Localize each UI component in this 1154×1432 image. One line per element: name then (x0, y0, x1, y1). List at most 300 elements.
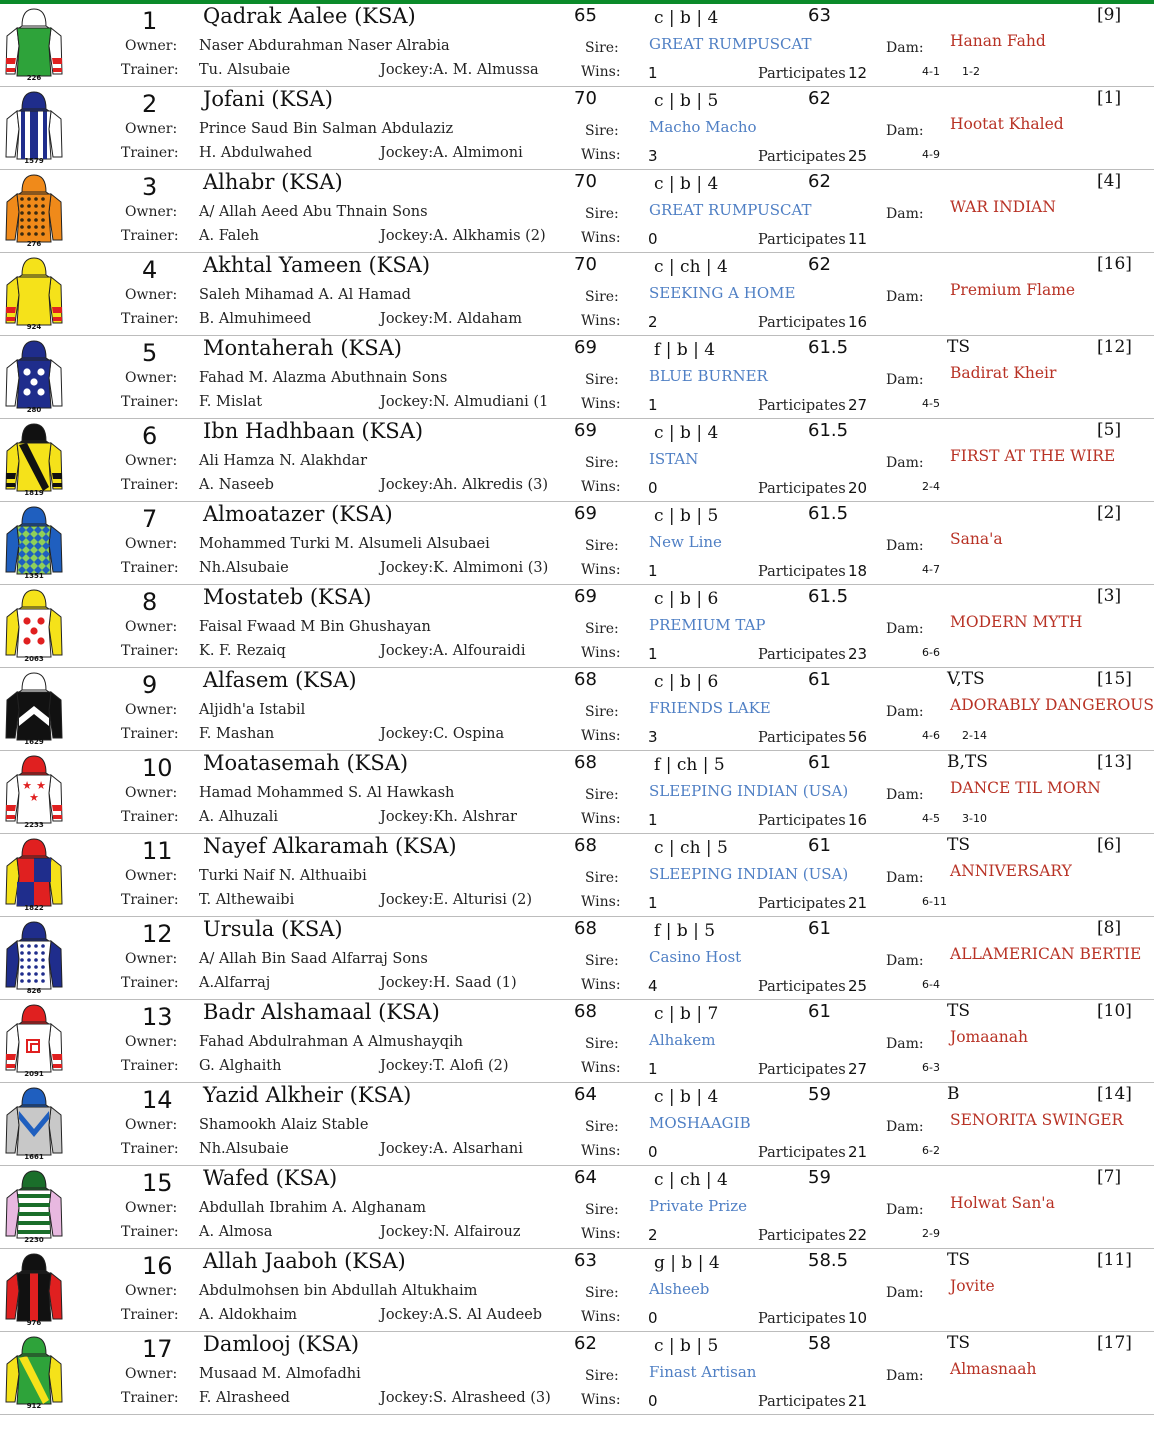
participates-count: 16 (848, 811, 868, 829)
dam-label: Dam: (886, 870, 924, 886)
participates-count: 25 (848, 977, 868, 995)
participates-label: Participates (758, 896, 846, 912)
draw-number: [7] (1097, 1167, 1122, 1187)
wins-label: Wins: (581, 1060, 621, 1076)
runner-number: 6 (142, 422, 158, 450)
form-figure: 4-1 (922, 65, 940, 78)
trainer-label: Trainer: (121, 228, 179, 244)
rating: 69 (574, 503, 597, 524)
rating: 69 (574, 337, 597, 358)
jockey-name: Jockey:N. Alfairouz (380, 1224, 521, 1240)
equipment: TS (947, 835, 970, 855)
participates-label: Participates (758, 1394, 846, 1410)
wins-count: 1 (648, 894, 658, 912)
svg-text:★: ★ (36, 780, 46, 792)
participates-count: 25 (848, 147, 868, 165)
wins-label: Wins: (581, 811, 621, 827)
rating: 64 (574, 1084, 597, 1105)
draw-number: [4] (1097, 171, 1122, 191)
jockey-silk-icon (3, 255, 65, 331)
sex-colour-age: c | ch | 5 (654, 838, 728, 858)
horse-name[interactable]: Yazid Alkheir (KSA) (203, 1083, 412, 1107)
draw-number: [13] (1097, 752, 1132, 772)
trainer-label: Trainer: (121, 1058, 179, 1074)
sire-label: Sire: (585, 953, 619, 969)
owner-label: Owner: (125, 453, 178, 469)
sex-colour-age: g | b | 4 (654, 1253, 720, 1273)
wins-count: 2 (648, 313, 658, 331)
sire-label: Sire: (585, 1119, 619, 1135)
jockey-silk-icon (3, 670, 65, 746)
horse-name[interactable]: Ibn Hadhbaan (KSA) (203, 419, 424, 443)
runner-row (0, 917, 1154, 1000)
participates-label: Participates (758, 315, 846, 331)
svg-text:1579: 1579 (24, 157, 44, 165)
participates-count: 23 (848, 645, 868, 663)
equipment: B (947, 1084, 960, 1104)
owner-label: Owner: (125, 702, 178, 718)
jockey-name: Jockey:C. Ospina (380, 726, 505, 742)
rating: 68 (574, 835, 597, 856)
dam-name: ALLAMERICAN BERTIE (950, 945, 1142, 963)
draw-number: [11] (1097, 1250, 1132, 1270)
rating: 65 (574, 5, 597, 26)
svg-text:924: 924 (26, 323, 42, 331)
form-figure: 2-9 (922, 1227, 940, 1240)
wins-label: Wins: (581, 1392, 621, 1408)
rating: 70 (574, 254, 597, 275)
owner-name: Shamookh Alaiz Stable (199, 1117, 369, 1133)
wins-label: Wins: (581, 562, 621, 578)
trainer-label: Trainer: (121, 62, 179, 78)
sire-label: Sire: (585, 1368, 619, 1384)
jockey-name: Jockey:A. Almimoni (380, 145, 523, 161)
jockey-name: Jockey:A.S. Al Audeeb (380, 1307, 543, 1323)
owner-name: Fahad M. Alazma Abuthnain Sons (199, 370, 448, 386)
runner-row (0, 1083, 1154, 1166)
wins-count: 0 (648, 1309, 658, 1327)
participates-label: Participates (758, 1228, 846, 1244)
wins-label: Wins: (581, 313, 621, 329)
svg-text:912: 912 (26, 1402, 42, 1410)
participates-label: Participates (758, 1311, 846, 1327)
participates-label: Participates (758, 813, 846, 829)
dam-label: Dam: (886, 1285, 924, 1301)
jockey-silk-icon (3, 587, 65, 663)
participates-label: Participates (758, 1145, 846, 1161)
svg-text:★: ★ (29, 792, 39, 804)
sire-name: Macho Macho (649, 118, 757, 136)
runner-number: 10 (142, 754, 173, 782)
runner-number: 16 (142, 1252, 173, 1280)
sire-label: Sire: (585, 123, 619, 139)
horse-name[interactable]: Montaherah (KSA) (203, 336, 402, 360)
jockey-name: Jockey:N. Almudiani (1 (380, 394, 549, 410)
draw-number: [3] (1097, 586, 1122, 606)
form-figure-secondary: 2-14 (962, 729, 987, 742)
sire-name: BLUE BURNER (649, 367, 768, 385)
jockey-name: Jockey:Ah. Alkredis (3) (380, 477, 549, 493)
form-figure-secondary: 3-10 (962, 812, 987, 825)
draw-number: [2] (1097, 503, 1122, 523)
runner-row (0, 834, 1154, 917)
horse-name[interactable]: Badr Alshamaal (KSA) (203, 1000, 440, 1024)
svg-text:826: 826 (26, 987, 42, 995)
trainer-label: Trainer: (121, 975, 179, 991)
owner-name: Hamad Mohammed S. Al Hawkash (199, 785, 455, 801)
wins-count: 0 (648, 479, 658, 497)
wins-count: 1 (648, 645, 658, 663)
sex-colour-age: c | b | 4 (654, 8, 719, 28)
owner-name: Turki Naif N. Althuaibi (199, 868, 367, 884)
trainer-label: Trainer: (121, 892, 179, 908)
participates-label: Participates (758, 66, 846, 82)
draw-number: [9] (1097, 5, 1122, 25)
rating: 69 (574, 420, 597, 441)
owner-name: Aljidh'a Istabil (199, 702, 306, 718)
wins-label: Wins: (581, 64, 621, 80)
svg-text:280: 280 (26, 406, 42, 414)
trainer-name: F. Mislat (199, 394, 263, 410)
owner-name: Saleh Mihamad A. Al Hamad (199, 287, 411, 303)
trainer-label: Trainer: (121, 726, 179, 742)
runner-row (0, 1332, 1154, 1415)
wins-count: 4 (648, 977, 658, 995)
weight: 62 (808, 254, 831, 275)
horse-name[interactable]: Akhtal Yameen (KSA) (203, 253, 431, 277)
dam-name: MODERN MYTH (950, 613, 1083, 631)
sex-colour-age: c | ch | 4 (654, 1170, 728, 1190)
runner-number: 13 (142, 1003, 173, 1031)
wins-label: Wins: (581, 728, 621, 744)
runner-row (0, 668, 1154, 751)
horse-name[interactable]: Wafed (KSA) (203, 1166, 338, 1190)
wins-count: 0 (648, 1143, 658, 1161)
runner-row (0, 253, 1154, 336)
sire-name: Alsheeb (649, 1280, 710, 1298)
weight: 61.5 (808, 337, 849, 358)
wins-count: 0 (648, 1392, 658, 1410)
sire-label: Sire: (585, 621, 619, 637)
horse-name[interactable]: Moatasemah (KSA) (203, 751, 409, 775)
trainer-name: A. Aldokhaim (199, 1307, 297, 1323)
participates-count: 21 (848, 1392, 868, 1410)
svg-text:2233: 2233 (24, 821, 44, 829)
sex-colour-age: c | b | 4 (654, 174, 719, 194)
wins-count: 3 (648, 147, 658, 165)
runner-number: 9 (142, 671, 158, 699)
jockey-silk-icon (3, 1334, 65, 1410)
equipment: TS (947, 1001, 970, 1021)
wins-label: Wins: (581, 894, 621, 910)
rating: 68 (574, 669, 597, 690)
trainer-label: Trainer: (121, 560, 179, 576)
participates-count: 21 (848, 894, 868, 912)
horse-name[interactable]: Ursula (KSA) (203, 917, 343, 941)
sire-label: Sire: (585, 787, 619, 803)
owner-label: Owner: (125, 951, 178, 967)
wins-label: Wins: (581, 230, 621, 246)
sire-name: SEEKING A HOME (649, 284, 796, 302)
owner-name: Fahad Abdulrahman A Almushayqih (199, 1034, 464, 1050)
form-figure: 4-7 (922, 563, 940, 576)
runner-number: 14 (142, 1086, 173, 1114)
trainer-label: Trainer: (121, 1307, 179, 1323)
jockey-silk-icon (3, 89, 65, 165)
owner-label: Owner: (125, 1117, 178, 1133)
sex-colour-age: c | ch | 4 (654, 257, 728, 277)
owner-name: Faisal Fwaad M Bin Ghushayan (199, 619, 431, 635)
owner-label: Owner: (125, 38, 178, 54)
jockey-name: Jockey:A. M. Almussa (380, 62, 539, 78)
horse-name[interactable]: Allah Jaaboh (KSA) (203, 1249, 406, 1273)
trainer-label: Trainer: (121, 394, 179, 410)
trainer-name: Nh.Alsubaie (199, 560, 289, 576)
sire-name: GREAT RUMPUSCAT (649, 35, 812, 53)
participates-label: Participates (758, 647, 846, 663)
rating: 70 (574, 171, 597, 192)
trainer-name: K. F. Rezaiq (199, 643, 286, 659)
sex-colour-age: f | b | 4 (654, 340, 716, 360)
runner-row (0, 4, 1154, 87)
dam-name: ADORABLY DANGEROUS (950, 696, 1154, 714)
trainer-label: Trainer: (121, 477, 179, 493)
jockey-silk-icon (3, 1251, 65, 1327)
wins-count: 2 (648, 1226, 658, 1244)
participates-count: 22 (848, 1226, 868, 1244)
runner-row (0, 336, 1154, 419)
weight: 61.5 (808, 420, 849, 441)
sire-name: MOSHAAGIB (649, 1114, 751, 1132)
dam-label: Dam: (886, 621, 924, 637)
sire-name: Private Prize (649, 1197, 747, 1215)
dam-label: Dam: (886, 953, 924, 969)
weight: 61.5 (808, 503, 849, 524)
dam-label: Dam: (886, 1368, 924, 1384)
svg-text:2091: 2091 (24, 1070, 44, 1078)
sire-label: Sire: (585, 206, 619, 222)
participates-label: Participates (758, 1062, 846, 1078)
sire-label: Sire: (585, 1036, 619, 1052)
trainer-label: Trainer: (121, 643, 179, 659)
dam-label: Dam: (886, 372, 924, 388)
jockey-silk-icon (3, 919, 65, 995)
trainer-name: A. Almosa (199, 1224, 273, 1240)
jockey-name: Jockey:A. Alsarhani (380, 1141, 523, 1157)
form-figure: 6-2 (922, 1144, 940, 1157)
sire-name: New Line (649, 533, 722, 551)
dam-label: Dam: (886, 538, 924, 554)
dam-name: Badirat Kheir (950, 364, 1057, 382)
sire-name: ISTAN (649, 450, 699, 468)
svg-text:1629: 1629 (24, 738, 44, 746)
rating: 63 (574, 1250, 597, 1271)
trainer-name: Tu. Alsubaie (199, 62, 291, 78)
owner-name: A/ Allah Bin Saad Alfarraj Sons (199, 951, 428, 967)
jockey-silk-icon (3, 1002, 65, 1078)
participates-count: 12 (848, 64, 868, 82)
participates-count: 20 (848, 479, 868, 497)
runner-row (0, 87, 1154, 170)
form-figure-secondary: 1-2 (962, 65, 980, 78)
participates-label: Participates (758, 398, 846, 414)
form-figure: 4-6 (922, 729, 940, 742)
participates-label: Participates (758, 979, 846, 995)
runner-row (0, 585, 1154, 668)
owner-label: Owner: (125, 619, 178, 635)
draw-number: [16] (1097, 254, 1132, 274)
sire-name: SLEEPING INDIAN (USA) (649, 865, 849, 883)
runner-number: 1 (142, 7, 158, 35)
trainer-name: Nh.Alsubaie (199, 1141, 289, 1157)
sex-colour-age: c | b | 5 (654, 91, 719, 111)
runner-number: 8 (142, 588, 158, 616)
dam-name: DANCE TIL MORN (950, 779, 1101, 797)
draw-number: [15] (1097, 669, 1132, 689)
trainer-name: A. Naseeb (199, 477, 274, 493)
horse-name[interactable]: Almoatazer (KSA) (203, 502, 393, 526)
runner-row (0, 1000, 1154, 1083)
horse-name[interactable]: Nayef Alkaramah (KSA) (203, 834, 457, 858)
dam-name: Sana'a (950, 530, 1003, 548)
dam-name: WAR INDIAN (950, 198, 1056, 216)
equipment: TS (947, 1250, 970, 1270)
sire-name: SLEEPING INDIAN (USA) (649, 782, 849, 800)
equipment: TS (947, 1333, 970, 1353)
sire-label: Sire: (585, 1202, 619, 1218)
sex-colour-age: c | b | 4 (654, 1087, 719, 1107)
weight: 61 (808, 835, 831, 856)
draw-number: [1] (1097, 88, 1122, 108)
participates-label: Participates (758, 730, 846, 746)
owner-name: Naser Abdurahman Naser Alrabia (199, 38, 450, 54)
runner-row (0, 419, 1154, 502)
draw-number: [14] (1097, 1084, 1132, 1104)
dam-label: Dam: (886, 787, 924, 803)
weight: 61 (808, 669, 831, 690)
wins-label: Wins: (581, 396, 621, 412)
sex-colour-age: c | b | 6 (654, 672, 719, 692)
weight: 59 (808, 1167, 831, 1188)
jockey-silk-icon (3, 504, 65, 580)
weight: 61 (808, 752, 831, 773)
rating: 68 (574, 1001, 597, 1022)
jockey-name: Jockey:K. Almimoni (3) (380, 560, 549, 576)
dam-label: Dam: (886, 206, 924, 222)
runner-row (0, 1249, 1154, 1332)
owner-name: Ali Hamza N. Alakhdar (199, 453, 368, 469)
form-figure: 4-9 (922, 148, 940, 161)
rating: 69 (574, 586, 597, 607)
horse-name[interactable]: Mostateb (KSA) (203, 585, 372, 609)
trainer-label: Trainer: (121, 145, 179, 161)
participates-label: Participates (758, 481, 846, 497)
horse-name[interactable]: Jofani (KSA) (203, 87, 333, 111)
owner-label: Owner: (125, 868, 178, 884)
participates-label: Participates (758, 564, 846, 580)
runner-number: 4 (142, 256, 158, 284)
owner-label: Owner: (125, 204, 178, 220)
sire-label: Sire: (585, 372, 619, 388)
owner-name: Mohammed Turki M. Alsumeli Alsubaei (199, 536, 490, 552)
wins-label: Wins: (581, 147, 621, 163)
jockey-name: Jockey:Kh. Alshrar (380, 809, 517, 825)
trainer-name: B. Almuhimeed (199, 311, 312, 327)
participates-count: 18 (848, 562, 868, 580)
form-figure: 6-3 (922, 1061, 940, 1074)
dam-label: Dam: (886, 1036, 924, 1052)
owner-name: Abdulmohsen bin Abdullah Altukhaim (199, 1283, 478, 1299)
wins-count: 3 (648, 728, 658, 746)
owner-label: Owner: (125, 785, 178, 801)
horse-name[interactable]: Alhabr (KSA) (203, 170, 343, 194)
form-figure: 4-5 (922, 397, 940, 410)
weight: 58.5 (808, 1250, 849, 1271)
trainer-name: T. Althewaibi (199, 892, 295, 908)
participates-label: Participates (758, 149, 846, 165)
wins-count: 1 (648, 811, 658, 829)
sire-name: FRIENDS LAKE (649, 699, 771, 717)
form-figure: 6-11 (922, 895, 947, 908)
runner-number: 3 (142, 173, 158, 201)
draw-number: [5] (1097, 420, 1122, 440)
horse-name[interactable]: Qadrak Aalee (KSA) (203, 4, 416, 28)
participates-count: 10 (848, 1309, 868, 1327)
owner-label: Owner: (125, 121, 178, 137)
owner-label: Owner: (125, 1034, 178, 1050)
dam-name: Jovite (950, 1277, 995, 1295)
svg-text:2063: 2063 (24, 655, 44, 663)
svg-text:276: 276 (26, 240, 42, 248)
weight: 63 (808, 5, 831, 26)
horse-name[interactable]: Damlooj (KSA) (203, 1332, 360, 1356)
draw-number: [6] (1097, 835, 1122, 855)
owner-name: Musaad M. Almofadhi (199, 1366, 361, 1382)
jockey-silk-icon (3, 172, 65, 248)
wins-label: Wins: (581, 977, 621, 993)
participates-count: 21 (848, 1143, 868, 1161)
weight: 61.5 (808, 586, 849, 607)
draw-number: [8] (1097, 918, 1122, 938)
sire-label: Sire: (585, 870, 619, 886)
wins-label: Wins: (581, 479, 621, 495)
trainer-label: Trainer: (121, 1390, 179, 1406)
owner-label: Owner: (125, 287, 178, 303)
sire-label: Sire: (585, 1285, 619, 1301)
rating: 68 (574, 752, 597, 773)
owner-label: Owner: (125, 1366, 178, 1382)
svg-text:1819: 1819 (24, 489, 44, 497)
jockey-silk-icon (3, 1168, 65, 1244)
trainer-name: A.Alfarraj (199, 975, 271, 991)
horse-name[interactable]: Alfasem (KSA) (203, 668, 357, 692)
sex-colour-age: f | b | 5 (654, 921, 716, 941)
dam-name: Jomaanah (950, 1028, 1028, 1046)
trainer-label: Trainer: (121, 1224, 179, 1240)
rating: 62 (574, 1333, 597, 1354)
form-figure: 4-5 (922, 812, 940, 825)
rating: 68 (574, 918, 597, 939)
weight: 61 (808, 918, 831, 939)
weight: 58 (808, 1333, 831, 1354)
sire-label: Sire: (585, 40, 619, 56)
rating: 70 (574, 88, 597, 109)
jockey-silk-icon (3, 1085, 65, 1161)
dam-name: Hootat Khaled (950, 115, 1064, 133)
wins-label: Wins: (581, 645, 621, 661)
weight: 62 (808, 88, 831, 109)
sex-colour-age: c | b | 4 (654, 423, 719, 443)
